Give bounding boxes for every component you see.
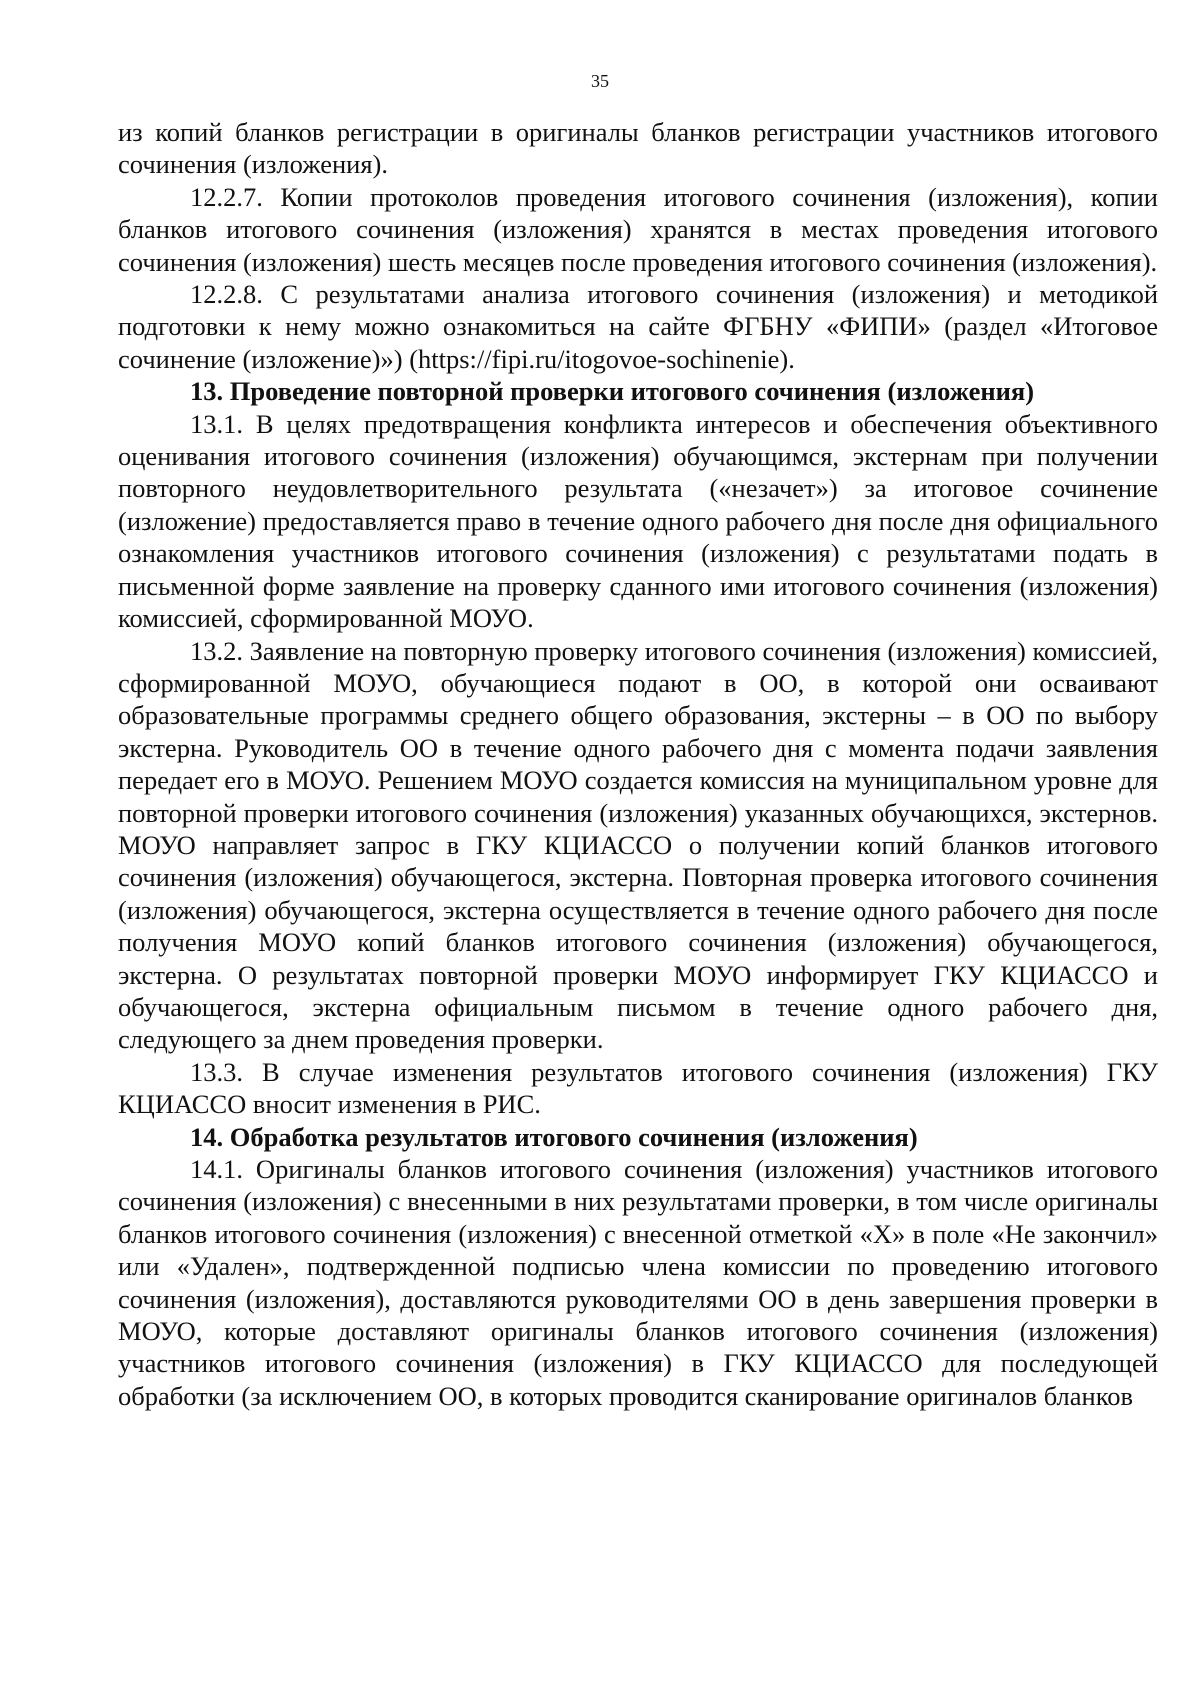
paragraph-13-3: 13.3. В случае изменения результатов итогового сочинения (изложения) ГКУ КЦИАССО вносит изменения в РИС. <box>118 1056 1158 1120</box>
section-heading-14: 14. Обработка результатов итогового сочинения (изложения) <box>190 1121 918 1152</box>
document-body <box>118 116 1158 1412</box>
page-number: 35 <box>591 71 609 91</box>
paragraph-13-1: 13.1. В целях предотвращения конфликта интересов и обеспечения объективного оценивания итогового сочинения (изложения) обучающимся, экстернам при получении повторного неудовлетворительного результата («незачет») за итоговое сочинение (изложение) предоставляется право в течение одного рабочего дня после дня официального ознакомления участников итогового сочинения (изложения) с результатами подать в письменной форме заявление на проверку сданного ими итогового сочинения (изложения) комиссией, сформированной МОУО. <box>118 408 1158 634</box>
paragraph-continuation: из копий бланков регистрации в оригиналы бланков регистрации участников итогового сочинения (изложения). <box>118 117 1158 180</box>
paragraph-12-2-7: 12.2.7. Копии протоколов проведения итогового сочинения (изложения), копии бланков итогового сочинения (изложения) хранятся в местах проведения итогового сочинения (изложения) шесть месяцев после проведения итогового сочинения (изложения). <box>118 181 1158 277</box>
paragraph-12-2-8: 12.2.8. С результатами анализа итогового сочинения (изложения) и методикой подготовки к нему можно ознакомиться на сайте ФГБНУ «ФИПИ» (раздел «Итоговое сочинение (изложение)») (https://fipi.ru/itogovoe-sochinenie). <box>118 279 1158 374</box>
paragraph-13-2: 13.2. Заявление на повторную проверку итогового сочинения (изложения) комиссией, сформированной МОУО, обучающиеся подают в ОО, в которой они осваивают образовательные программы среднего общего образования, экстерны – в ОО по выбору экстерна. Руководитель ОО в течение одного рабочего дня с момента подачи заявления передает его в МОУО. Решением МОУО создается комиссия на муниципальном уровне для повторной проверки итогового сочинения (изложения) указанных обучающихся, экстернов. МОУО направляет запрос в ГКУ КЦИАССО о получении копий бланков итогового сочинения (изложения) обучающегося, экстерна. Повторная проверка итогового сочинения (изложения) обучающегося, экстерна осуществляется в течение одного рабочего дня после получения МОУО копий бланков итогового сочинения (изложения) обучающегося, экстерна. О результатах повторной проверки МОУО информирует ГКУ КЦИАССО и обучающегося, экстерна официальным письмом в течение одного рабочего дня, следующего за днем проведения проверки. <box>118 635 1158 1055</box>
section-heading-13: 13. Проведение повторной проверки итогового сочинения (изложения) <box>190 376 1035 407</box>
paragraph-14-1: 14.1. Оригиналы бланков итогового сочинения (изложения) участников итогового сочинения (изложения) с внесенными в них результатами проверки, в том числе оригиналы бланков итогового сочинения (изложения) с внесенной отметкой «X» в поле «Не закончил» или «Удален», подтвержденной подписью члена комиссии по проведению итогового сочинения (изложения), доставляются руководителями ОО в день завершения проверки в МОУО, которые доставляют оригиналы бланков итогового сочинения (изложения) участников итогового сочинения (изложения) в ГКУ КЦИАССО для последующей обработки (за исключением ОО, в которых проводится сканирование оригиналов бланков <box>118 1154 1158 1411</box>
